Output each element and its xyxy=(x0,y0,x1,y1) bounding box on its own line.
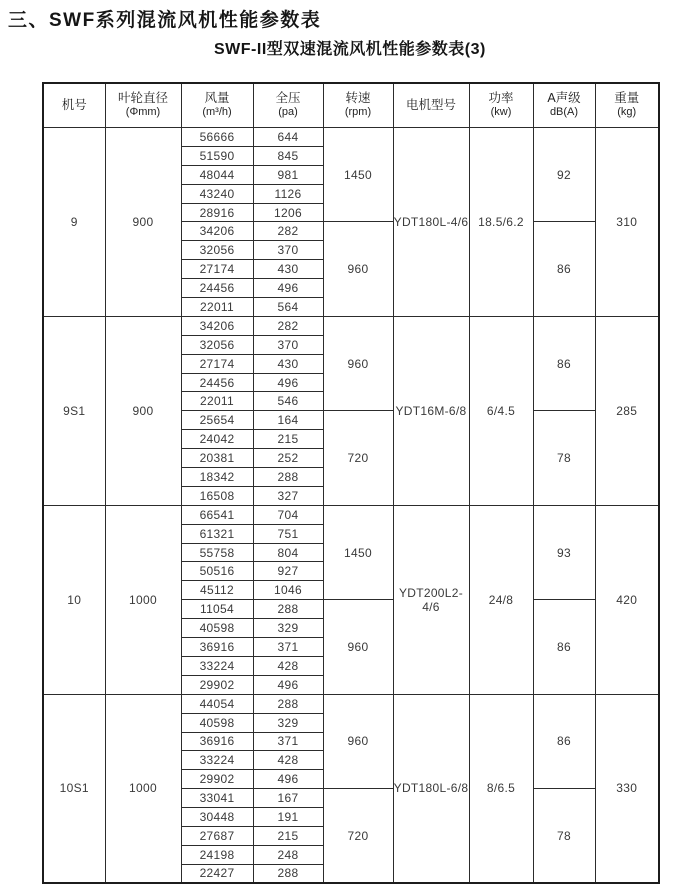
airflow-cell: 61321 xyxy=(181,524,253,543)
airflow-cell: 27174 xyxy=(181,260,253,279)
diameter-cell: 900 xyxy=(105,316,181,505)
col-header-8 xyxy=(595,83,659,128)
pressure-cell: 704 xyxy=(253,505,323,524)
col-header-label: 全压 xyxy=(275,90,301,105)
performance-table xyxy=(42,82,660,884)
airflow-cell: 66541 xyxy=(181,505,253,524)
sound-level-cell: 78 xyxy=(533,789,595,883)
power-cell: 24/8 xyxy=(469,505,533,694)
airflow-cell: 33224 xyxy=(181,656,253,675)
machine-no-cell: 10S1 xyxy=(43,694,105,883)
diameter-cell: 900 xyxy=(105,128,181,317)
col-header-label: 电机型号 xyxy=(405,97,456,112)
col-header-3 xyxy=(253,83,323,128)
sound-level-cell: 86 xyxy=(533,222,595,316)
airflow-cell: 25654 xyxy=(181,411,253,430)
pressure-cell: 496 xyxy=(253,675,323,694)
pressure-cell: 546 xyxy=(253,392,323,411)
col-header-1 xyxy=(105,83,181,128)
pressure-cell: 215 xyxy=(253,430,323,449)
power-cell: 18.5/6.2 xyxy=(469,128,533,317)
speed-cell: 960 xyxy=(323,222,393,316)
airflow-cell: 24198 xyxy=(181,845,253,864)
pressure-cell: 428 xyxy=(253,751,323,770)
airflow-cell: 30448 xyxy=(181,808,253,827)
pressure-cell: 1126 xyxy=(253,184,323,203)
motor-model-cell: YDT16M-6/8 xyxy=(393,316,469,505)
pressure-cell: 564 xyxy=(253,298,323,317)
col-header-unit: (pa) xyxy=(278,106,298,119)
col-header-0 xyxy=(43,83,105,128)
airflow-cell: 44054 xyxy=(181,694,253,713)
airflow-cell: 33224 xyxy=(181,751,253,770)
table-body xyxy=(43,128,659,884)
power-cell: 8/6.5 xyxy=(469,694,533,883)
pressure-cell: 288 xyxy=(253,864,323,883)
table-row xyxy=(43,316,659,335)
airflow-cell: 36916 xyxy=(181,638,253,657)
airflow-cell: 22427 xyxy=(181,864,253,883)
airflow-cell: 24456 xyxy=(181,279,253,298)
speed-cell: 720 xyxy=(323,411,393,505)
col-header-2 xyxy=(181,83,253,128)
airflow-cell: 24042 xyxy=(181,430,253,449)
col-header-label: 叶轮直径 xyxy=(117,90,168,105)
page-title: 三、SWF系列混流风机性能参数表 xyxy=(8,10,322,31)
speed-cell: 1450 xyxy=(323,128,393,222)
diameter-cell: 1000 xyxy=(105,694,181,883)
speed-cell: 960 xyxy=(323,600,393,694)
pressure-cell: 430 xyxy=(253,260,323,279)
airflow-cell: 34206 xyxy=(181,222,253,241)
airflow-cell: 48044 xyxy=(181,165,253,184)
motor-model-cell: YDT180L-4/6 xyxy=(393,128,469,317)
diameter-cell: 1000 xyxy=(105,505,181,694)
col-header-unit: (kg) xyxy=(617,106,637,119)
motor-model-cell: YDT200L2-4/6 xyxy=(393,505,469,694)
airflow-cell: 50516 xyxy=(181,562,253,581)
airflow-cell: 32056 xyxy=(181,241,253,260)
weight-cell: 420 xyxy=(595,505,659,694)
machine-no-cell: 9 xyxy=(43,128,105,317)
table-header xyxy=(43,83,659,128)
table-row xyxy=(43,694,659,713)
col-header-label: 功率 xyxy=(488,90,514,105)
airflow-cell: 43240 xyxy=(181,184,253,203)
pressure-cell: 430 xyxy=(253,354,323,373)
weight-cell: 330 xyxy=(595,694,659,883)
airflow-cell: 24456 xyxy=(181,373,253,392)
machine-no-cell: 10 xyxy=(43,505,105,694)
pressure-cell: 927 xyxy=(253,562,323,581)
pressure-cell: 428 xyxy=(253,656,323,675)
col-header-5 xyxy=(393,83,469,128)
pressure-cell: 804 xyxy=(253,543,323,562)
airflow-cell: 29902 xyxy=(181,675,253,694)
col-header-unit: (kw) xyxy=(490,106,512,119)
pressure-cell: 370 xyxy=(253,335,323,354)
machine-no-cell: 9S1 xyxy=(43,316,105,505)
pressure-cell: 496 xyxy=(253,373,323,392)
speed-cell: 960 xyxy=(323,694,393,788)
table-row xyxy=(43,128,659,147)
col-header-unit: (Φmm) xyxy=(125,106,161,119)
pressure-cell: 496 xyxy=(253,279,323,298)
sound-level-cell: 86 xyxy=(533,600,595,694)
header-row xyxy=(43,83,659,128)
pressure-cell: 191 xyxy=(253,808,323,827)
col-header-label: 风量 xyxy=(204,90,230,105)
airflow-cell: 27687 xyxy=(181,826,253,845)
pressure-cell: 282 xyxy=(253,222,323,241)
airflow-cell: 34206 xyxy=(181,316,253,335)
airflow-cell: 28916 xyxy=(181,203,253,222)
speed-cell: 720 xyxy=(323,789,393,883)
pressure-cell: 371 xyxy=(253,638,323,657)
pressure-cell: 981 xyxy=(253,165,323,184)
airflow-cell: 33041 xyxy=(181,789,253,808)
airflow-cell: 20381 xyxy=(181,449,253,468)
airflow-cell: 22011 xyxy=(181,298,253,317)
airflow-cell: 56666 xyxy=(181,128,253,147)
pressure-cell: 371 xyxy=(253,732,323,751)
pressure-cell: 215 xyxy=(253,826,323,845)
airflow-cell: 16508 xyxy=(181,486,253,505)
airflow-cell: 40598 xyxy=(181,619,253,638)
sound-level-cell: 86 xyxy=(533,316,595,410)
pressure-cell: 282 xyxy=(253,316,323,335)
airflow-cell: 27174 xyxy=(181,354,253,373)
airflow-cell: 29902 xyxy=(181,770,253,789)
table-row xyxy=(43,505,659,524)
pressure-cell: 644 xyxy=(253,128,323,147)
weight-cell: 285 xyxy=(595,316,659,505)
col-header-4 xyxy=(323,83,393,128)
motor-model-cell: YDT180L-6/8 xyxy=(393,694,469,883)
airflow-cell: 45112 xyxy=(181,581,253,600)
airflow-cell: 40598 xyxy=(181,713,253,732)
pressure-cell: 1046 xyxy=(253,581,323,600)
page-subtitle: SWF-II型双速混流风机性能参数表(3) xyxy=(214,41,486,58)
col-header-unit: (m³/h) xyxy=(202,106,232,119)
weight-cell: 310 xyxy=(595,128,659,317)
pressure-cell: 1206 xyxy=(253,203,323,222)
airflow-cell: 22011 xyxy=(181,392,253,411)
pressure-cell: 252 xyxy=(253,449,323,468)
pressure-cell: 288 xyxy=(253,600,323,619)
sound-level-cell: 92 xyxy=(533,128,595,222)
airflow-cell: 32056 xyxy=(181,335,253,354)
airflow-cell: 51590 xyxy=(181,146,253,165)
pressure-cell: 751 xyxy=(253,524,323,543)
col-header-label: A声级 xyxy=(547,90,581,105)
sound-level-cell: 93 xyxy=(533,505,595,599)
col-header-label: 重量 xyxy=(614,90,640,105)
airflow-cell: 55758 xyxy=(181,543,253,562)
pressure-cell: 496 xyxy=(253,770,323,789)
pressure-cell: 329 xyxy=(253,619,323,638)
airflow-cell: 36916 xyxy=(181,732,253,751)
pressure-cell: 167 xyxy=(253,789,323,808)
airflow-cell: 11054 xyxy=(181,600,253,619)
col-header-label: 转速 xyxy=(345,90,371,105)
col-header-6 xyxy=(469,83,533,128)
pressure-cell: 288 xyxy=(253,694,323,713)
pressure-cell: 248 xyxy=(253,845,323,864)
speed-cell: 960 xyxy=(323,316,393,410)
sound-level-cell: 78 xyxy=(533,411,595,505)
pressure-cell: 164 xyxy=(253,411,323,430)
airflow-cell: 18342 xyxy=(181,468,253,487)
pressure-cell: 370 xyxy=(253,241,323,260)
col-header-unit: dB(A) xyxy=(549,106,579,119)
col-header-unit: (rpm) xyxy=(344,106,372,119)
sound-level-cell: 86 xyxy=(533,694,595,788)
pressure-cell: 288 xyxy=(253,468,323,487)
pressure-cell: 327 xyxy=(253,486,323,505)
pressure-cell: 845 xyxy=(253,146,323,165)
col-header-label: 机号 xyxy=(61,97,87,112)
power-cell: 6/4.5 xyxy=(469,316,533,505)
speed-cell: 1450 xyxy=(323,505,393,599)
pressure-cell: 329 xyxy=(253,713,323,732)
col-header-7 xyxy=(533,83,595,128)
